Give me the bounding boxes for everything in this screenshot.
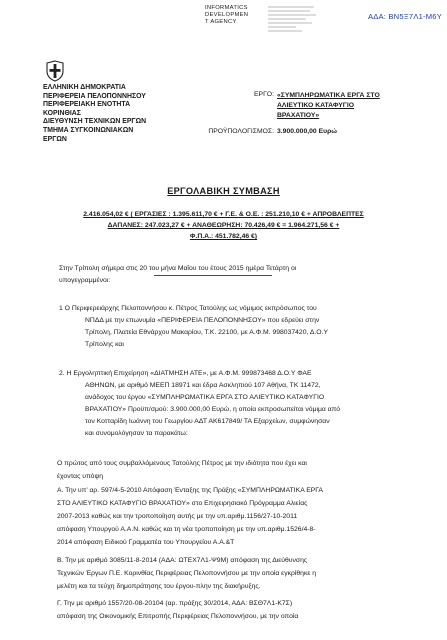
party1-line-4: Τρίπολης και — [85, 341, 124, 348]
body-line-5: 2007-2013 καθώς και την τροποποίηση αυτής με την υπ.αριθμ.1156/27-10-2011 — [57, 513, 298, 520]
party2-line-4: ΒΡΑΧΑΤΙΟΥ» Προϋπ/σμού: 3.900.000,00 Ευρώ, η οποία εκπροσωπείται νόμιμα από — [85, 406, 341, 413]
body-line-7: 2014 απόφαση Ειδικού Γραμματέα του Υπουργείου Α.Α.&Τ — [57, 539, 235, 546]
amounts-line-2: ΔΑΠΑΝΕΣ: 247.023,27 € + ΑΝΑΘΕΩΡΗΣΗ: 70.426,49 € = 1.964.271,56 € + — [107, 222, 340, 229]
party1-line-3: Τρίπολη, Πλατεία Εθνάρχου Μακαρίου, Τ.Κ. 22100, με Α.Φ.Μ. 998037420, Δ.Ο.Υ — [85, 329, 329, 336]
intro-line-2: υπογεγραμμένοι: — [59, 277, 111, 284]
body-line-4: ΣΤΟ ΑΛΙΕΥΤΙΚΟ ΚΑΤΑΦΥΓΙΟ ΒΡΑΧΑΤΙΟΥ» στο Επιχειρησιακό Πρόγραμμα Αλιείας — [57, 500, 308, 507]
project-name-line-2: ΑΛΙΕΥΤΙΚΟ ΚΑΤΑΦΥΓΙΟ — [277, 102, 355, 109]
body-line-12: απόφαση της Οικονομικής Επιτροπής Περιφέρειας Πελοποννήσου, με την οποία — [57, 613, 299, 620]
budget-label: ΠΡΟΫΠΟΛΟΓΙΣΜΟΣ: — [208, 128, 274, 135]
budget-value: 3.900.000,00 Ευρώ — [277, 128, 338, 135]
party2-line-6: και συνομολόγησαν τα παρακάτω: — [85, 430, 188, 437]
date-underline — [154, 275, 272, 276]
authority-header — [43, 84, 146, 144]
party2-line-1: 2. Η Εργοληπτική Επιχείρηση «ΔΙΑΤΜΗΣΗ ΑΤΕ», με Α.Φ.Μ. 999873468 Δ.Ο.Υ ΦΑΕ — [59, 370, 312, 377]
body-line-11: Γ. Την με αριθμό 1557/20-08-20104 (αρ. πράξης 30/2014, ΑΔΑ: ΒΣΘ7Λ1-Κ7Σ) — [57, 600, 293, 607]
project-name-line-3: ΒΡΑΧΑΤΙΟΥ» — [277, 112, 320, 119]
intro-line-1: Στην Τρίπολη σήμερα στις 20 του μήνα Μαΐου του έτους 2015 ημέρα Τετάρτη οι — [59, 265, 297, 272]
document-title: ΕΡΓΟΛΑΒΙΚΗ ΣΥΜΒΑΣΗ — [167, 186, 280, 196]
project-label: ΕΡΓΟ: — [254, 91, 274, 98]
stamp-line-3: T AGENCY — [205, 19, 237, 25]
authority-line-3: ΠΕΡΙΦΕΡΕΙΑΚΗ ΕΝΟΤΗΤΑ — [43, 101, 131, 109]
project-name-line-1: «ΣΥΜΠΛΗΡΩΜΑΤΙΚΑ ΕΡΓΑ ΣΤΟ — [277, 92, 380, 99]
authority-line-7: ΕΡΓΩΝ — [43, 135, 67, 143]
party2-line-3: ανάδοχος του έργου «ΣΥΜΠΛΗΡΩΜΑΤΙΚΑ ΕΡΓΑ ΣΤΟ ΑΛΙΕΥΤΙΚΟ ΚΑΤΑΦΥΓΙΟ — [85, 394, 325, 401]
authority-line-1: ΕΛΛΗΝΙΚΗ ΔΗΜΟΚΡΑΤΙΑ — [43, 84, 126, 91]
body-line-3: Α. Την υπ' αρ. 597/4-5-2010 Απόφαση Ένταξης της Πράξης «ΣΥΜΠΛΗΡΩΜΑΤΙΚΑ ΕΡΓΑ — [57, 487, 323, 494]
stamp-line-1: INFORMATICS — [205, 5, 248, 11]
digital-signature-mark — [266, 4, 324, 36]
authority-line-4: ΚΟΡΙΝΘΙΑΣ — [43, 109, 81, 117]
authority-line-2: ΠΕΡΙΦΕΡΕΙΑ ΠΕΛΟΠΟΝΝΗΣΟΥ — [43, 92, 146, 100]
body-line-8: Β. Την με αριθμό 3085/11-8-2014 (ΑΔΑ: ΩΤΕΧ7Λ1-Ψ9Μ) απόφαση της Διεύθυνσης — [57, 557, 308, 564]
informatics-stamp — [186, 2, 326, 46]
party1-line-1: 1 Ο Περιφερειάρχης Πελοποννήσου κ. Πέτρος Τατούλης ως νόμιμος εκπρόσωπος του — [59, 305, 317, 312]
authority-line-5: ΔΙΕΥΘΥΝΣΗ ΤΕΧΝΙΚΩΝ ΕΡΓΩΝ — [43, 118, 147, 126]
amounts-line-3: Φ.Π.Α.: 451.782,46 €) — [189, 233, 258, 240]
body-line-2: έχοντας υπόψη — [57, 473, 104, 480]
body-line-10: μελέτη και τα τεύχη δημοπράτησης του έργου-πλην της διακήρυξης. — [57, 583, 261, 590]
stamp-line-2: DEVELOPMEN — [205, 12, 249, 18]
ada-code: ΑΔΑ: ΒΝ5Ξ7Λ1-Μ6Υ — [368, 12, 442, 21]
party1-line-2: ΝΠΔΔ με την επωνυμία «ΠΕΡΙΦΕΡΕΙΑ ΠΕΛΟΠΟΝΝΗΣΟΥ» που εδρεύει στην — [85, 317, 320, 324]
greek-coat-of-arms-icon — [45, 60, 65, 82]
body-line-1: Ο πρώτος από τους συμβαλλόμενους Τατούλης Πέτρος με την ιδιότητα που έχει και — [57, 460, 307, 467]
party2-line-5: τον Κοτταρίδη Ιωάννη του Γεωργίου ΑΔΤ ΑΚ617849/ ΤΑ Εξαρχείων, συμφώνησαν — [85, 418, 330, 425]
body-line-6: απόφαση Υπουργού Α.Α.Ν. καθώς και τη νέα τροποποίηση με την υπ.αριθμ.1526/4-8- — [57, 526, 316, 533]
party2-line-2: ΑΘΗΝΩΝ, με αριθμό ΜΕΕΠ 18971 και έδρα Ασκληπιού 107 Αθήνα, ΤΚ 11472, — [85, 382, 321, 389]
authority-line-6: ΤΜΗΜΑ ΣΥΓΚΟΙΝΩΝΙΑΚΩΝ — [43, 126, 134, 134]
amounts-line-1: 2.416.054,02 € ( ΕΡΓΑΣΙΕΣ : 1.395.611,70 € + Γ.Ε. & Ο.Ε. : 251.210,10 € + ΑΠΡΟΒΛΕΠΤΕΣ — [83, 211, 364, 218]
body-line-9: Τεχνικών Έργων Π.Ε. Κορινθίας Περιφέρειας Πελοποννήσου με την οποία εγκρίθηκε η — [57, 570, 317, 577]
